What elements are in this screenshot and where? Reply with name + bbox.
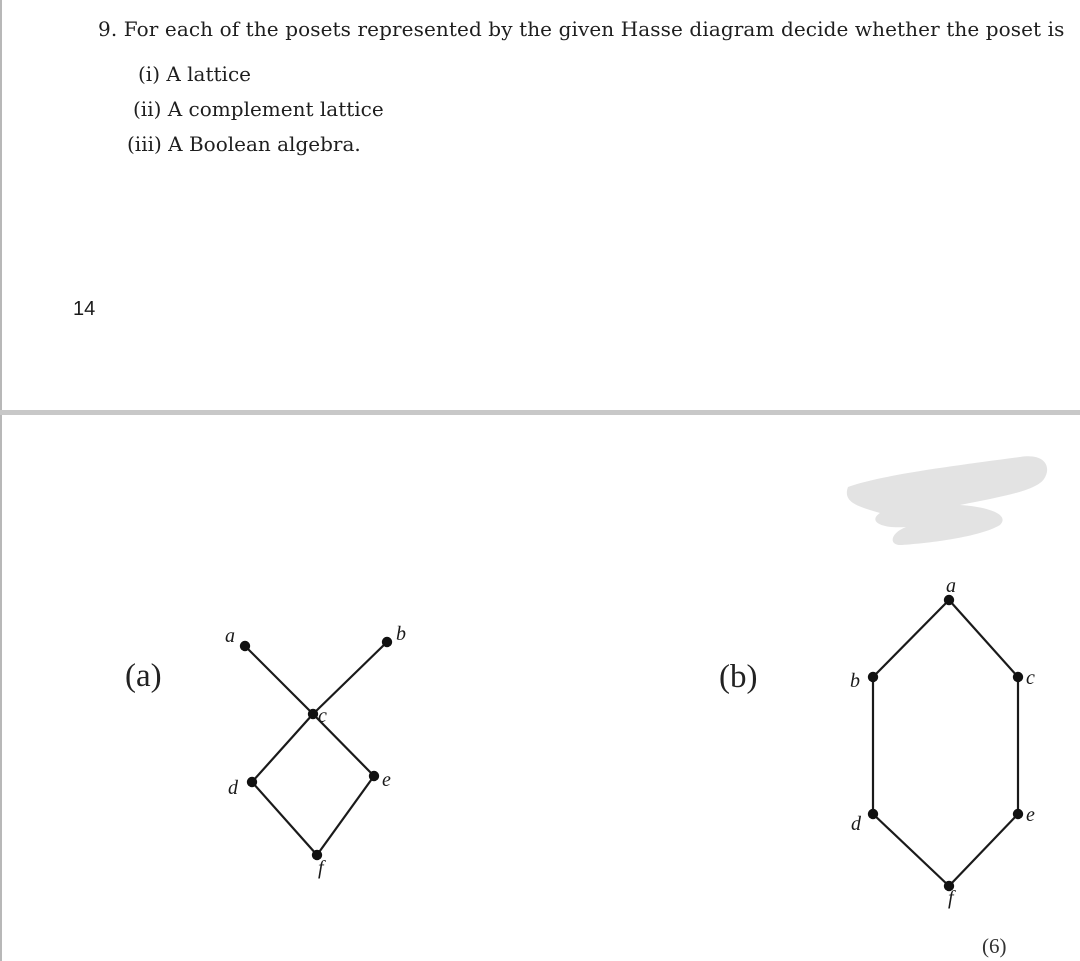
node-label-e: e <box>382 769 391 791</box>
node-label-a: a <box>946 575 956 597</box>
edge-d-f <box>252 782 317 855</box>
node-label-c: c <box>1026 667 1035 689</box>
edge-a-b <box>873 600 949 677</box>
edge-c-d <box>252 714 313 782</box>
node-label-d: d <box>851 813 861 835</box>
edge-b-c <box>313 642 387 714</box>
figure-b-label: (b) <box>719 659 758 695</box>
page-number: 14 <box>73 298 96 320</box>
option-lattice: (i) A lattice <box>138 62 251 86</box>
node-label-b: b <box>850 670 860 692</box>
node-d <box>868 809 878 819</box>
edge-e-f <box>317 776 374 855</box>
hasse-diagram-b <box>850 575 1035 909</box>
edge-d-f <box>873 814 949 886</box>
node-label-d: d <box>228 777 238 799</box>
option-complement-lattice: (ii) A complement lattice <box>133 97 384 121</box>
node-e <box>1013 809 1023 819</box>
edge-a-c <box>949 600 1018 677</box>
node-b <box>868 672 878 682</box>
node-label-f: f <box>948 887 954 909</box>
node-c <box>308 709 318 719</box>
node-e <box>369 771 379 781</box>
node-label-f: f <box>318 857 324 879</box>
option-boolean-algebra: (iii) A Boolean algebra. <box>127 132 361 156</box>
edge-a-c <box>245 646 313 714</box>
question-text: 9. For each of the posets represented by the given Hasse diagram decide whether the poset is <box>98 17 1065 41</box>
node-label-e: e <box>1026 804 1035 826</box>
node-label-b: b <box>396 623 406 645</box>
hasse-diagram-a <box>225 623 406 879</box>
marks: (6) <box>982 934 1007 958</box>
node-label-a: a <box>225 625 235 647</box>
node-c <box>1013 672 1023 682</box>
node-a <box>240 641 250 651</box>
node-label-c: c <box>318 705 327 727</box>
node-d <box>247 777 257 787</box>
edge-e-f <box>949 814 1018 886</box>
node-b <box>382 637 392 647</box>
figure-a-label: (a) <box>125 658 162 694</box>
